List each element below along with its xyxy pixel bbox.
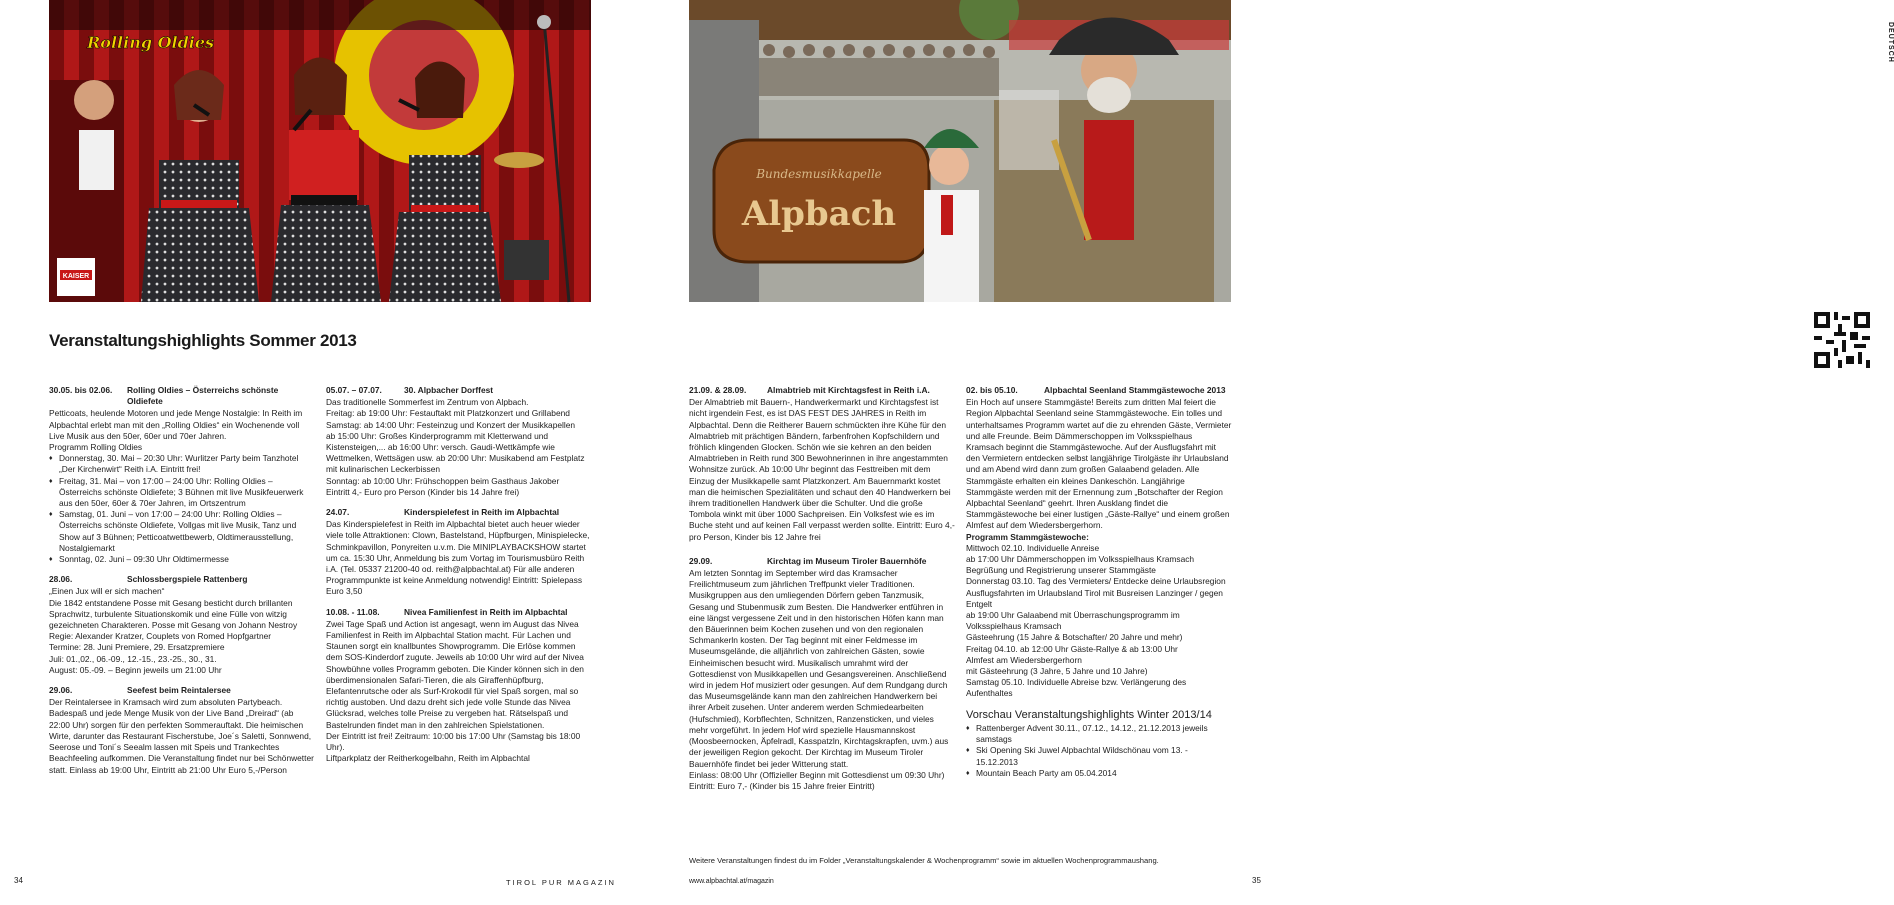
- page-number: 35: [1252, 876, 1261, 885]
- event-date: 29.09.: [689, 555, 713, 566]
- event-title: Almabtrieb mit Kirchtagsfest in Reith i.A.: [767, 385, 930, 395]
- event-text: Das traditionelle Sommerfest im Zentrum von Alpbach. Freitag: ab 19:00 Uhr: Festauftakt mit Platzkonzert und Grillabend Samstag: ab 14:00 Uhr: Festeinzug und Konzert der Musikkapellen ab 15:00 Uhr: Großes Kinderprogramm mit Kletterwand und Kistensteigen,... ab 16:00 Uhr: versch. Gaudi-Wettkämpfe wie Wettmelken, Wettsägen usw. ab 20:00 Uhr: Musikabend am Festplatz mit kulinarischen Leckerbissen Sonntag: ab 10:00 Uhr: Frühschoppen beim Gasthaus Jakober Eintritt 4,- Euro pro Person (Kinder bis 14 Jahre frei): [326, 397, 585, 497]
- event-title: Kirchtag im Museum Tiroler Bauernhöfe: [767, 555, 927, 566]
- logo-text: Rolling Oldies: [87, 33, 215, 52]
- list-item: ♦ Sonntag, 02. Juni – 09:30 Uhr Oldtimermesse: [49, 554, 315, 565]
- list-item: ♦ Mountain Beach Party am 05.04.2014: [966, 768, 1232, 779]
- more-events-note: Weitere Veranstaltungen findest du im Folder „Veranstaltungskalender & Wochenprogramm“ sowie im aktuellen Wochenprogrammaushang.: [689, 856, 1159, 865]
- event-text: Ein Hoch auf unsere Stammgäste! Bereits zum dritten Mal feiert die Region Alpbachtal Seenland seine Stammgästewoche. Ein tolles und unterhaltsames Programm wartet auf die zu ehrenden Gäste, Vermieter und alle Freunde. Beim Dämmerschoppen im Volksspielhaus Kramsach beginnt die Stammgästewoche. Auf der Ausflugsfahrt mit den Vermietern entdecken selbst langjährige Tirolgäste ihr Urlaubsland und am Abend wird dann zum großen Galaabend geladen. Alle Stammgäste erhalten ein kleines Dankeschön. Langjährige Stammgäste werden mit der Ernennung zum „Botschafter der Region Alpbachtal Seenland“ geehrt. Ihren Ausklang findet die Stammgästewoche bei einer lustigen „Gäste-Rallye“ und einem großen Almfest auf dem Wiedersbergerhorn.: [966, 397, 1232, 531]
- events-column-1: [49, 385, 315, 776]
- event-text: Petticoats, heulende Motoren und jede Menge Nostalgie: In Reith im Alpbachtal erlebt man mit den „Rolling Oldies“ ein Wochenende voll Live Musik aus den 50er, 60er und 70er Jahren.: [49, 408, 303, 441]
- event-title: Nivea Familienfest in Reith im Alpbachtal: [404, 606, 568, 617]
- event-date: 24.07.: [326, 507, 350, 518]
- right-page: [640, 0, 1894, 905]
- list-item: ♦ Freitag, 31. Mai – von 17:00 – 24:00 Uhr: Rolling Oldies – Österreichs schönste Oldiefete; 3 Bühnen mit live Musikfeuerwerk aus den 50er, 60er & 70er Jahren, im Ortszentrum: [49, 476, 315, 510]
- band-photo: [689, 0, 1231, 302]
- event-text: Zwei Tage Spaß und Action ist angesagt, wenn im August das Nivea Familienfest in Reith im Alpbachtal Station macht. Für Lachen und Staunen sorgt ein knallbuntes Showprogramm. Die Erlöse kommen dem SOS-Kinderdorf zugute. Jeweils ab 10:00 Uhr wird auf der Nivea Showbühne volles Programm geboten. Die Kinder können sich in den überdimensionalen Safari-Tieren, die als Giraffenhüpfburg, Elefantenrutsche oder als Surf-Krokodil für viel Spaß sorgen, mal so richtig austoben. Und dazu dreht sich jede volle Stunde das Nivea Glücksrad, welches tolle Preise zu vergeben hat. Rätselspaß und Bastelrunden findet man in den zahlreichen Spielstationen. Der Eintritt ist frei! Zeitraum: 10:00 bis 17:00 Uhr (Samstag bis 18:00 Uhr). Liftparkplatz der Reitherkogelbahn, Reith im Alpbachtal: [326, 618, 584, 764]
- singers-illustration: [49, 0, 591, 302]
- program-label: Programm Rolling Oldies: [49, 442, 143, 453]
- sign-line-1: Bundesmusikkapelle: [756, 167, 882, 181]
- winter-preview-heading: Vorschau Veranstaltungshighlights Winter 2013/14: [966, 708, 1212, 721]
- event-header: [689, 556, 955, 567]
- events-column-3: [689, 385, 955, 792]
- page-heading: Veranstaltungshighlights Sommer 2013: [49, 331, 357, 350]
- language-tab: DEUTSCH: [1887, 22, 1894, 63]
- event-text: Der Reintalersee in Kramsach wird zum absoluten Partybeach. Badespaß und jede Menge Musik von der Live Band „Dreirad“ (ab 22:00 Uhr) sorgen für den perfekten Sommerauftakt. Die heimischen Wirte, darunter das Restaurant Fischerstube, Joe´s Saletti, Sonnwend, Seerose und Toni´s Seealm lassen mit Speis und Trankechtes Beachfeeling aufkommen. Die Veranstaltung findet nur bei Schönwetter statt. Einlass ab 19:00 Uhr, Eintritt ab 21:00 Uhr Euro 5,-/Person: [49, 697, 314, 775]
- list-item: ♦ Rattenberger Advent 30.11., 07.12., 14.12., 21.12.2013 jeweils samstags: [966, 723, 1232, 745]
- program-text: Mittwoch 02.10. Individuelle Anreise ab 17:00 Uhr Dämmerschoppen im Volksspielhaus Kramsach Begrüßung und Registrierung unserer Stammgäste Donnerstag 03.10. Tag des Vermieters/ Entdecke deine Urlaubsregion Ausflugsfahrten im Urlaubsland Tirol mit Busreisen Lanzinger / gegen Entgelt ab 19:00 Uhr Galaabend mit Überraschungsprogramm im Volksspielhaus Kramsach Gästeehrung (15 Jahre & Botschafter/ 20 Jahre und mehr) Freitag 04.10. ab 12:00 Uhr Gäste-Rallye & ab 13:00 Uhr Almfest am Wiedersbergerhorn mit Gästeehrung (3 Jahre, 5 Jahre und 10 Jahre) Samstag 05.10. Individuelle Abreise bzw. Verlängerung des Aufenthaltes: [966, 542, 1226, 699]
- event-header: [326, 507, 592, 518]
- page-number: 34: [14, 876, 23, 885]
- event-text: Das Kinderspielefest in Reith im Alpbachtal bietet auch heuer wieder viele tolle Attraktionen: Clown, Bastelstand, Hüpfburgen, Minispielecke, Schminkpavillon, Ponyreiten u.v.m. Die MINIPLAYBACKSHOW startet um ca. 15:30 Uhr, Anmeldung bis zum Vortag im Tourismusbüro Reith i.A. (Tel. 05337 21200-40 od. reith@alpbachtal.at) Für alle anderen Programmpunkte ist keine Anmeldung notwendig! Eintritt: Spielepass Euro 3,50: [326, 519, 590, 597]
- event-text: Am letzten Sonntag im September wird das Kramsacher Freilichtmuseum zum jährlichen Treffpunkt vieler Traditionen. Musikgruppen aus den umliegenden Dörfern geben Tanzmusik, Gesang und Stubenmusik zum Besten. Die Handwerker entführen in eine längst vergessene Zeit und in den historischen Höfen kann man den Bäuerinnen beim Kochen zusehen und von den regionalen Schmankerln kosten. Der Tag beginnt mit einer Feldmesse im Museumsgelände, die alljährlich von zahlreichen Gästen, sowie Einheimischen besucht wird. Musikalisch umrahmt wird der Gottesdienst von Musikkapellen und Gesangsvereinen. Anschließend wird in jedem Hof musiziert oder gesungen. Auf dem Rundgang durch das Museumsgelände kann man den zahlreichen Handwerkern bei ihrer Arbeit zusehen. Unter anderem werden Schmiedearbeiten (Hufschmied), Korbflechten, Schnitzen, Ranzensticken, und vieles mehr vorgeführt. In jedem Hof wird spezielle Hausmannskost (Moosbeernocken, Äpfelradl, Kasspatzln, Kirchtagskrapfen, uvm.) aus der jeweiligen Region gekocht. Der Kirchtag im Museum Tiroler Bauernhöfe findet bei jeder Witterung statt. Einlass: 08:00 Uhr (Offizieller Beginn mit Gottesdienst um 09:30 Uhr) Eintritt: Euro 7,- (Kinder bis 15 Jahre freier Eintritt): [689, 568, 949, 791]
- event-title: Seefest beim Reintalersee: [127, 685, 231, 696]
- event-header: [49, 385, 315, 407]
- musicians-illustration: [689, 0, 1231, 302]
- event-header: [689, 385, 955, 396]
- event-header: [326, 607, 592, 618]
- event-text: „Einen Jux will er sich machen“ Die 1842 entstandene Posse mit Gesang besticht durch brillanten Sprachwitz, turbulente Situationskomik und eine Fülle von witzig gezeichneten Charakteren. Posse mit Gesang von Johann Nestroy Regie: Alexander Kratzer, Couplets von Romed Hopfgartner Termine: 28. Juni Premiere, 29. Ersatzpremiere Juli: 01.,02., 06.-09., 12.-15., 23.-25., 30., 31. August: 05.-09. – Beginn jeweils um 21:00 Uhr: [49, 586, 298, 675]
- event-date: 28.06.: [49, 574, 73, 585]
- program-list: [49, 453, 315, 565]
- event-text: Der Almabtrieb mit Bauern-, Handwerkermarkt und Kirchtagsfest ist nicht irgendein Fest, es ist DAS FEST DES JAHRES in Reith im Alpbachtal. Denn die Reitherer Bauern schmückten ihre Kühe für den Almabtrieb mit prächtigen Bändern, farbenfrohen Kopfschildern und fröhlich klingenden Glocken. Schön wie sie kehren an den beiden Almabtrieben in Reith rund 300 Bewohnerinnen in ihre angestammten Wohnsitze zurück. Ab 10:00 Uhr beginnt das Festtreiben mit dem Einzug der Musikkapelle samt Platzkonzert. Am Bauernmarkt kostet man die heimischen Spezialitäten und schaut den 40 Handwerkern bei ihrem traditionellen Handwerk über die Schulter. Und die große Tombola winkt mit über 1000 Sachpreisen. Ein Volksfest wie es im Buche steht und auf keinen Fall verpasst werden sollte. Eintritt: Euro 4,- pro Person, Kinder bis 12 Jahre frei: [689, 397, 955, 542]
- footer-url[interactable]: www.alpbachtal.at/magazin: [689, 878, 774, 885]
- events-column-2: [326, 385, 592, 765]
- event-date: 05.07. – 07.07.: [326, 385, 382, 395]
- kaiser-sign-text: KAISER: [62, 273, 90, 280]
- event-title: Schlossbergspiele Rattenberg: [127, 574, 248, 585]
- event-date: 29.06.: [49, 685, 73, 696]
- list-item: ♦ Samstag, 01. Juni – von 17:00 – 24:00 Uhr: Rolling Oldies – Österreichs schönste Oldiefete, Vollgas mit live Musik, Tanz und Show auf 3 Bühnen; Petticoatwettbewerb, Oldtimerausstellung, Nostalgiemarkt: [49, 509, 315, 554]
- event-date: 10.08. - 11.08.: [326, 606, 380, 617]
- event-title: Rolling Oldies – Österreichs schönste Oldiefete: [127, 385, 279, 407]
- list-item: ♦ Ski Opening Ski Juwel Alpbachtal Wildschönau vom 13. - 15.12.2013: [966, 745, 1232, 767]
- event-title: Kinderspielefest in Reith im Alpbachtal: [404, 507, 560, 518]
- magazine-footer: TIROL PUR MAGAZIN: [506, 878, 616, 887]
- list-item: ♦ Donnerstag, 30. Mai – 20:30 Uhr: Wurlitzer Party beim Tanzhotel „Der Kirchenwirt“ Reith i.A. Eintritt frei!: [49, 453, 315, 475]
- event-date: 30.05. bis 02.06.: [49, 385, 113, 395]
- event-date: 21.09. & 28.09.: [689, 385, 747, 395]
- left-page: [0, 0, 640, 905]
- event-date: 02. bis 05.10.: [966, 385, 1018, 395]
- sign-line-2: Alpbach: [741, 194, 897, 234]
- event-title: 30. Alpbacher Dorffest: [404, 385, 494, 395]
- event-header: [326, 385, 592, 396]
- program-heading: Programm Stammgästewoche:: [966, 531, 1089, 542]
- event-header: [49, 685, 315, 696]
- winter-list: [966, 723, 1232, 779]
- event-title: Alpbachtal Seenland Stammgästewoche 2013: [1044, 385, 1226, 395]
- events-column-4: [966, 385, 1232, 779]
- rolling-oldies-photo: [49, 0, 591, 302]
- event-header: [49, 574, 315, 585]
- qr-code[interactable]: [1814, 312, 1870, 368]
- event-header: [966, 385, 1232, 396]
